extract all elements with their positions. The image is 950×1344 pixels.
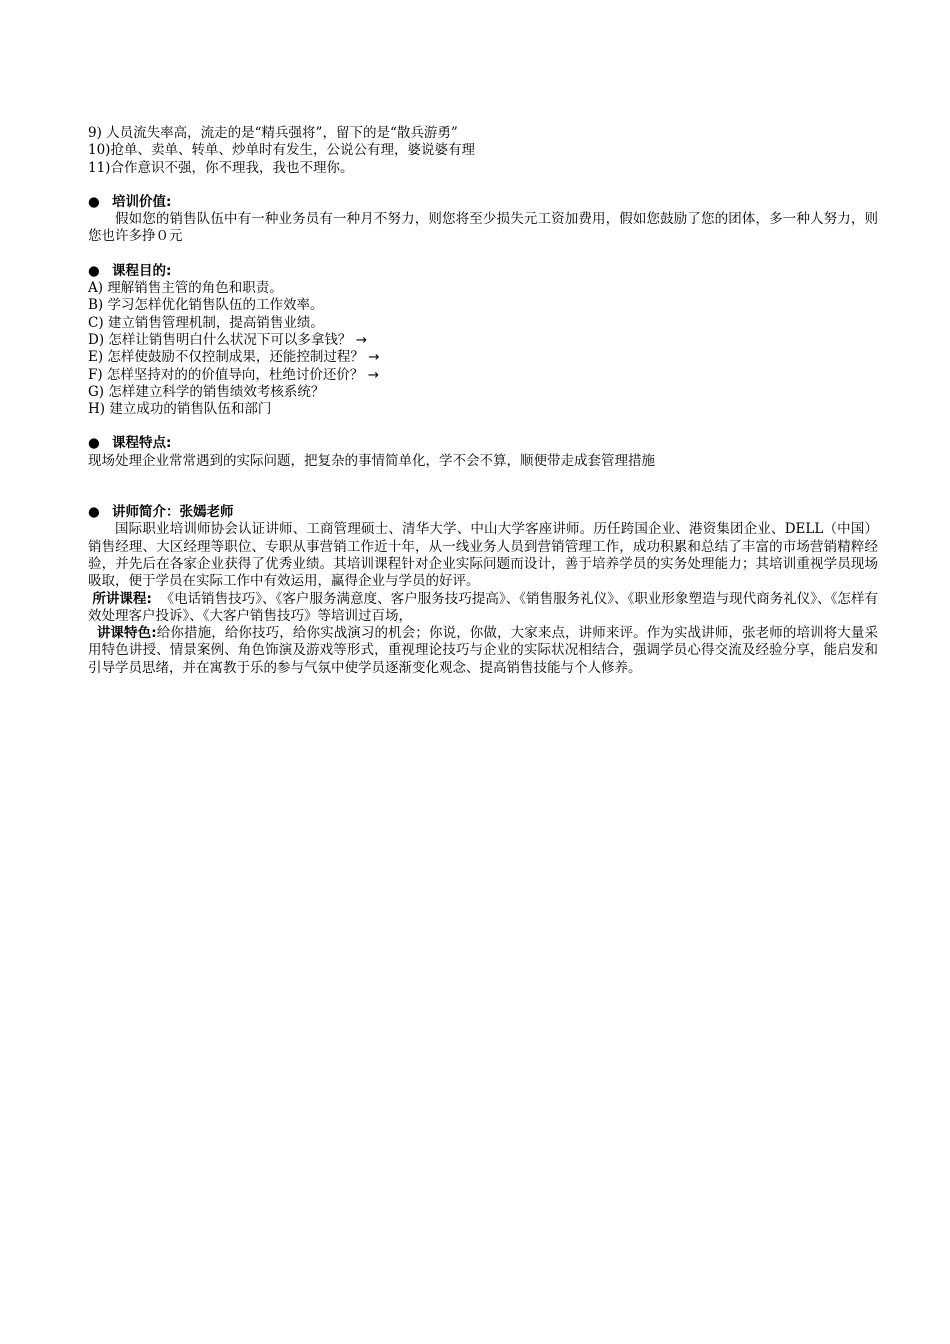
document-page [88, 125, 878, 677]
list-item [88, 297, 878, 314]
list-item: 9) 人员流失率高，流走的是“精兵强将”，留下的是“散兵游勇” [88, 125, 458, 141]
style-text: 给你措施，给你技巧，给你实战演习的机会；你说，你做，大家来点，讲师来评。作为实战讲师，张老师的培训将大量采用特色讲授、情景案例、角色饰演及游戏等形式，重视理论技巧与企业的实际状况相结合，强调学员心得交流及经验分享，能启发和引导学员思绪，并在寓教于乐的参与气氛中使学员逐渐变化观念、提高销售技能与个人修养。 [88, 625, 878, 676]
courses-label: 所讲课程: [92, 590, 152, 607]
section-heading [88, 263, 878, 280]
goal-text: B) 学习怎样优化销售队伍的工作效率。 [88, 297, 324, 314]
heading-text: 讲师简介：张嫣老师 [112, 504, 234, 521]
goal-text: F) 怎样坚持对的的价值导向，杜绝讨价还价？ [88, 366, 364, 383]
list-item [88, 401, 878, 418]
list-item [88, 332, 878, 349]
goal-text: D) 怎样让销售明白什么状况下可以多拿钱？ [88, 331, 352, 348]
bullet-icon: ● [88, 262, 100, 279]
section-heading [88, 435, 878, 452]
list-item [88, 367, 878, 384]
intro-list [88, 125, 878, 177]
list-item [88, 280, 878, 297]
goal-text: E) 怎样使鼓励不仅控制成果，还能控制过程？ [88, 349, 364, 366]
goal-text: H) 建立成功的销售队伍和部门 [88, 401, 272, 418]
goal-text: C) 建立销售管理机制，提高销售业绩。 [88, 314, 324, 331]
instructor-courses [88, 591, 878, 626]
heading-text: 课程目的: [112, 262, 172, 279]
list-item [88, 349, 878, 366]
course-features-section [88, 435, 878, 470]
training-value-section [88, 194, 878, 246]
arrow-right-icon: → [368, 349, 380, 366]
list-item: 11)合作意识不强，你不理我，我也不理你。 [88, 159, 354, 176]
goal-text: G) 怎样建立科学的销售绩效考核系统？ [88, 383, 325, 400]
bullet-icon: ● [88, 193, 100, 210]
courses-text: 《电话销售技巧》、《客户服务满意度、客户服务技巧提高》、《销售服务礼仪》、《职业形象塑造与现代商务礼仪》、《怎样有效处理客户投诉》、《大客户销售技巧》等培训过百场， [88, 590, 878, 624]
goal-text: A) 理解销售主管的角色和职责。 [88, 280, 283, 297]
list-item [88, 315, 878, 332]
section-heading [88, 194, 878, 211]
arrow-right-icon: → [355, 331, 367, 348]
arrow-right-icon: → [367, 366, 380, 383]
training-value-text: 假如您的销售队伍中有一种业务员有一种月不努力，则您将至少损失元工资加费用，假如您鼓励了您的团体，多一种人努力，则您也许多挣０元 [88, 211, 878, 245]
bullet-icon: ● [88, 504, 100, 521]
instructor-section [88, 504, 878, 677]
heading-text: 培训价值: [112, 193, 172, 210]
style-label: 讲课特色: [96, 625, 157, 642]
list-item [88, 384, 878, 401]
heading-text: 课程特点: [112, 435, 172, 452]
section-heading [88, 504, 878, 521]
bullet-icon: ● [88, 435, 100, 452]
instructor-style [88, 625, 878, 677]
course-features-text: 现场处理企业常常遇到的实际问题，把复杂的事情简单化，学不会不算，顺便带走成套管理措施 [88, 452, 655, 469]
list-item: 10)抢单、卖单、转单、炒单时有发生，公说公有理，婆说婆有理 [88, 142, 475, 159]
instructor-bio: 国际职业培训师协会认证讲师、工商管理硕士、清华大学、中山大学客座讲师。历任跨国企业、港资集团企业、DELL（中国）销售经理、大区经理等职位、专职从事营销工作近十年，从一线业务人员到营销管理工作，成功积累和总结了丰富的市场营销精粹经验，并先后在各家企业获得了优秀业绩。其培训课程针对企业实际问题而设计，善于培养学员的实务处理能力；其培训重视学员现场吸取，便于学员在实际工作中有效运用，赢得企业与学员的好评。 [88, 521, 878, 590]
course-goals-section [88, 263, 878, 419]
